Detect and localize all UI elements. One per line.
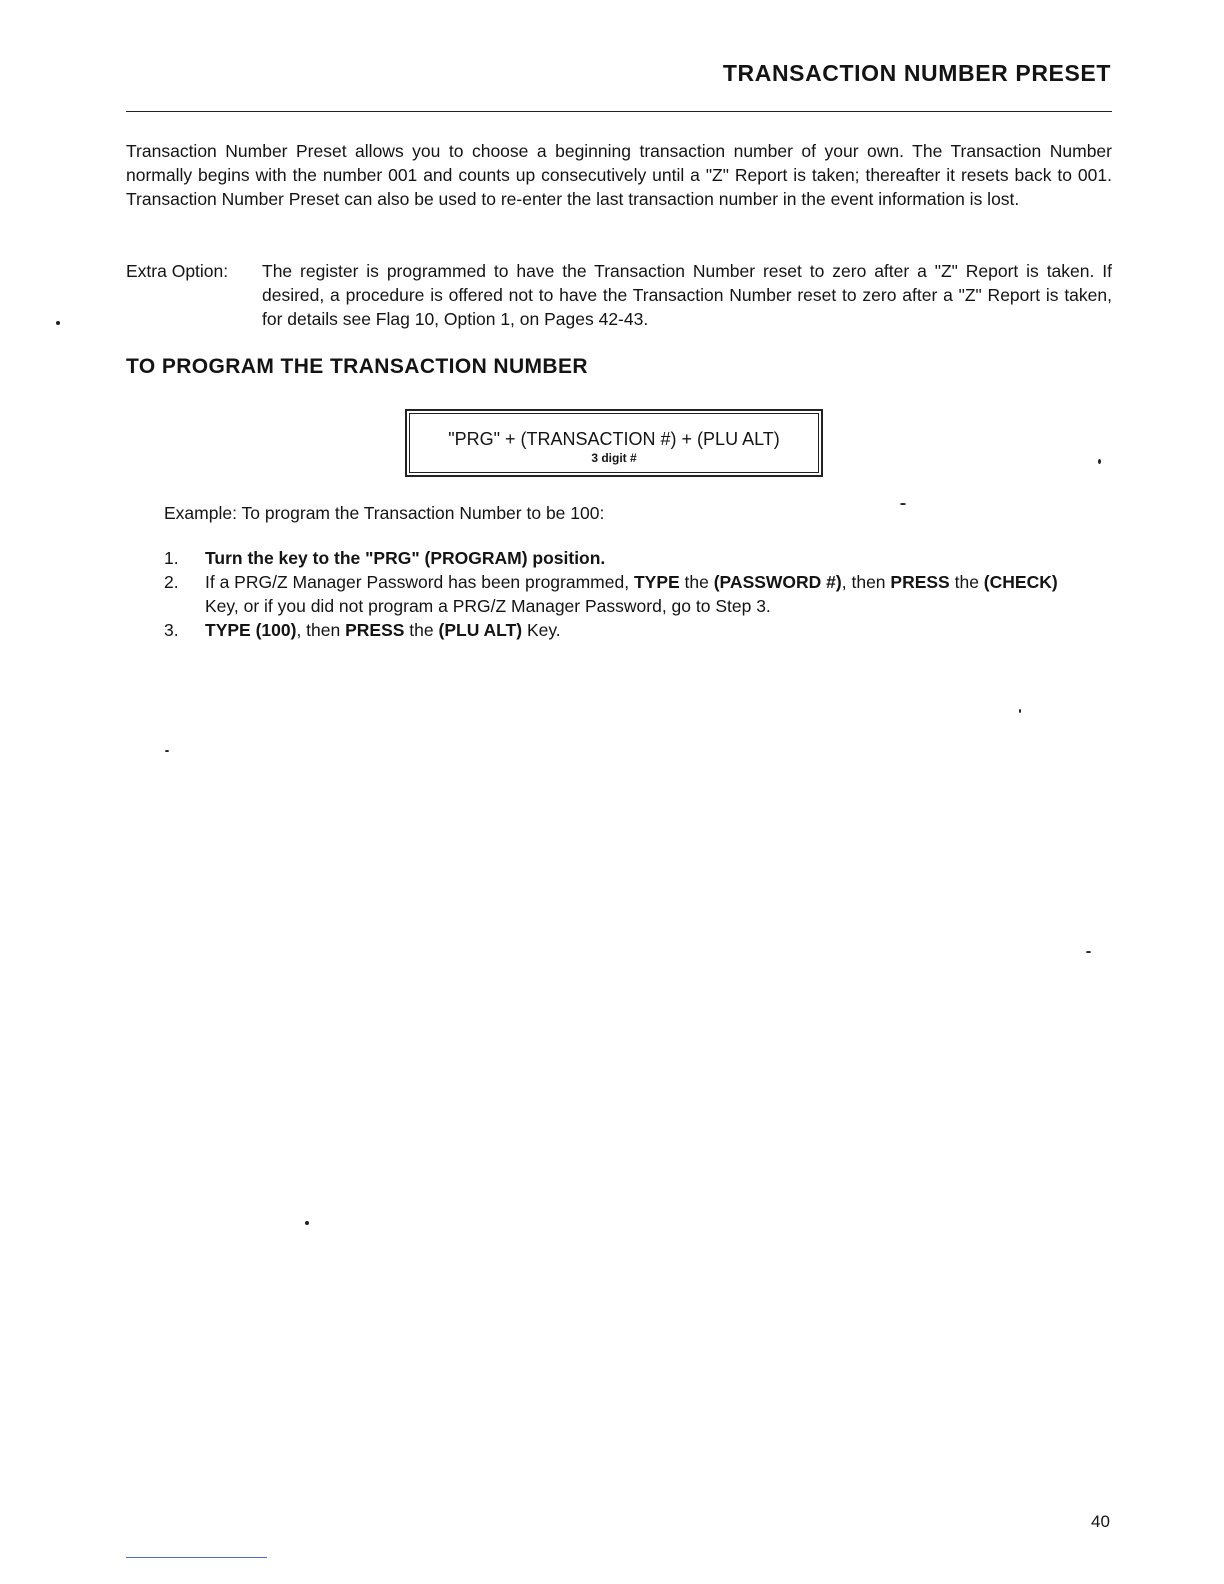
example-text: Example: To program the Transaction Number to be 100: (164, 503, 605, 523)
section-heading: TO PROGRAM THE TRANSACTION NUMBER (126, 355, 588, 378)
scan-speck (305, 1221, 309, 1225)
step-1 (164, 546, 1084, 570)
scan-speck (1019, 709, 1021, 713)
key-sequence-note: 3 digit # (591, 451, 637, 465)
step-2-part: Key, or if you did not program a PRG/Z Manager Password, go to Step 3. (205, 596, 771, 616)
step-3-keyword: (PLU ALT) (438, 620, 523, 640)
step-2 (164, 570, 1084, 618)
step-number: 2. (164, 572, 179, 592)
step-3-keyword: PRESS (345, 620, 405, 640)
step-1-text: Turn the key to the "PRG" (PROGRAM) position. (205, 548, 606, 568)
step-3-part: Key. (522, 620, 561, 640)
step-2-part: If a PRG/Z Manager Password has been programmed, (205, 572, 634, 592)
key-sequence-box (405, 409, 823, 477)
scan-speck (900, 503, 906, 505)
step-3 (164, 618, 1084, 642)
step-3-keyword: (100) (255, 620, 297, 640)
title-divider (126, 111, 1112, 112)
step-text (205, 618, 1084, 642)
step-3-keyword: TYPE (205, 620, 251, 640)
extra-option-block (126, 259, 1112, 331)
page-number: 40 (1091, 1512, 1110, 1531)
scan-speck (56, 321, 60, 325)
scan-speck (165, 750, 169, 752)
step-2-part: , then (841, 572, 891, 592)
step-2-keyword: (PASSWORD #) (713, 572, 842, 592)
step-2-keyword: (CHECK) (983, 572, 1058, 592)
step-text (205, 546, 1084, 570)
page-title: TRANSACTION NUMBER PRESET (722, 60, 1111, 86)
step-list (164, 546, 1084, 642)
step-number: 1. (164, 548, 179, 568)
step-2-part: the (949, 572, 984, 592)
step-number: 3. (164, 620, 179, 640)
footer-divider (126, 1557, 267, 1558)
step-text (205, 570, 1084, 618)
intro-paragraph: Transaction Number Preset allows you to choose a beginning transaction number of your own. The Transaction Number normally begins with the number 001 and counts up consecutively until a "Z" Report is taken; thereafter it resets back to 001. Transaction Number Preset can also be used to re-enter the last transaction number in the event information is lost. (126, 141, 1112, 209)
extra-option-label: Extra Option: (126, 261, 229, 281)
key-sequence: "PRG" + (TRANSACTION #) + (PLU ALT) (448, 429, 780, 449)
key-sequence-inner-border (409, 413, 819, 473)
step-3-part: , then (296, 620, 346, 640)
scan-speck (1098, 459, 1101, 464)
step-2-part: the (679, 572, 714, 592)
step-2-keyword: TYPE (633, 572, 680, 592)
scan-speck (1086, 951, 1091, 953)
step-2-keyword: PRESS (890, 572, 950, 592)
extra-option-text: The register is programmed to have the Transaction Number reset to zero after a "Z" Report is taken. If desired, a procedure is offered not to have the Transaction Number reset to zero after a "Z" Report is taken, for details see Flag 10, Option 1, on Pages 42-43. (262, 261, 1112, 329)
step-3-part: the (404, 620, 439, 640)
